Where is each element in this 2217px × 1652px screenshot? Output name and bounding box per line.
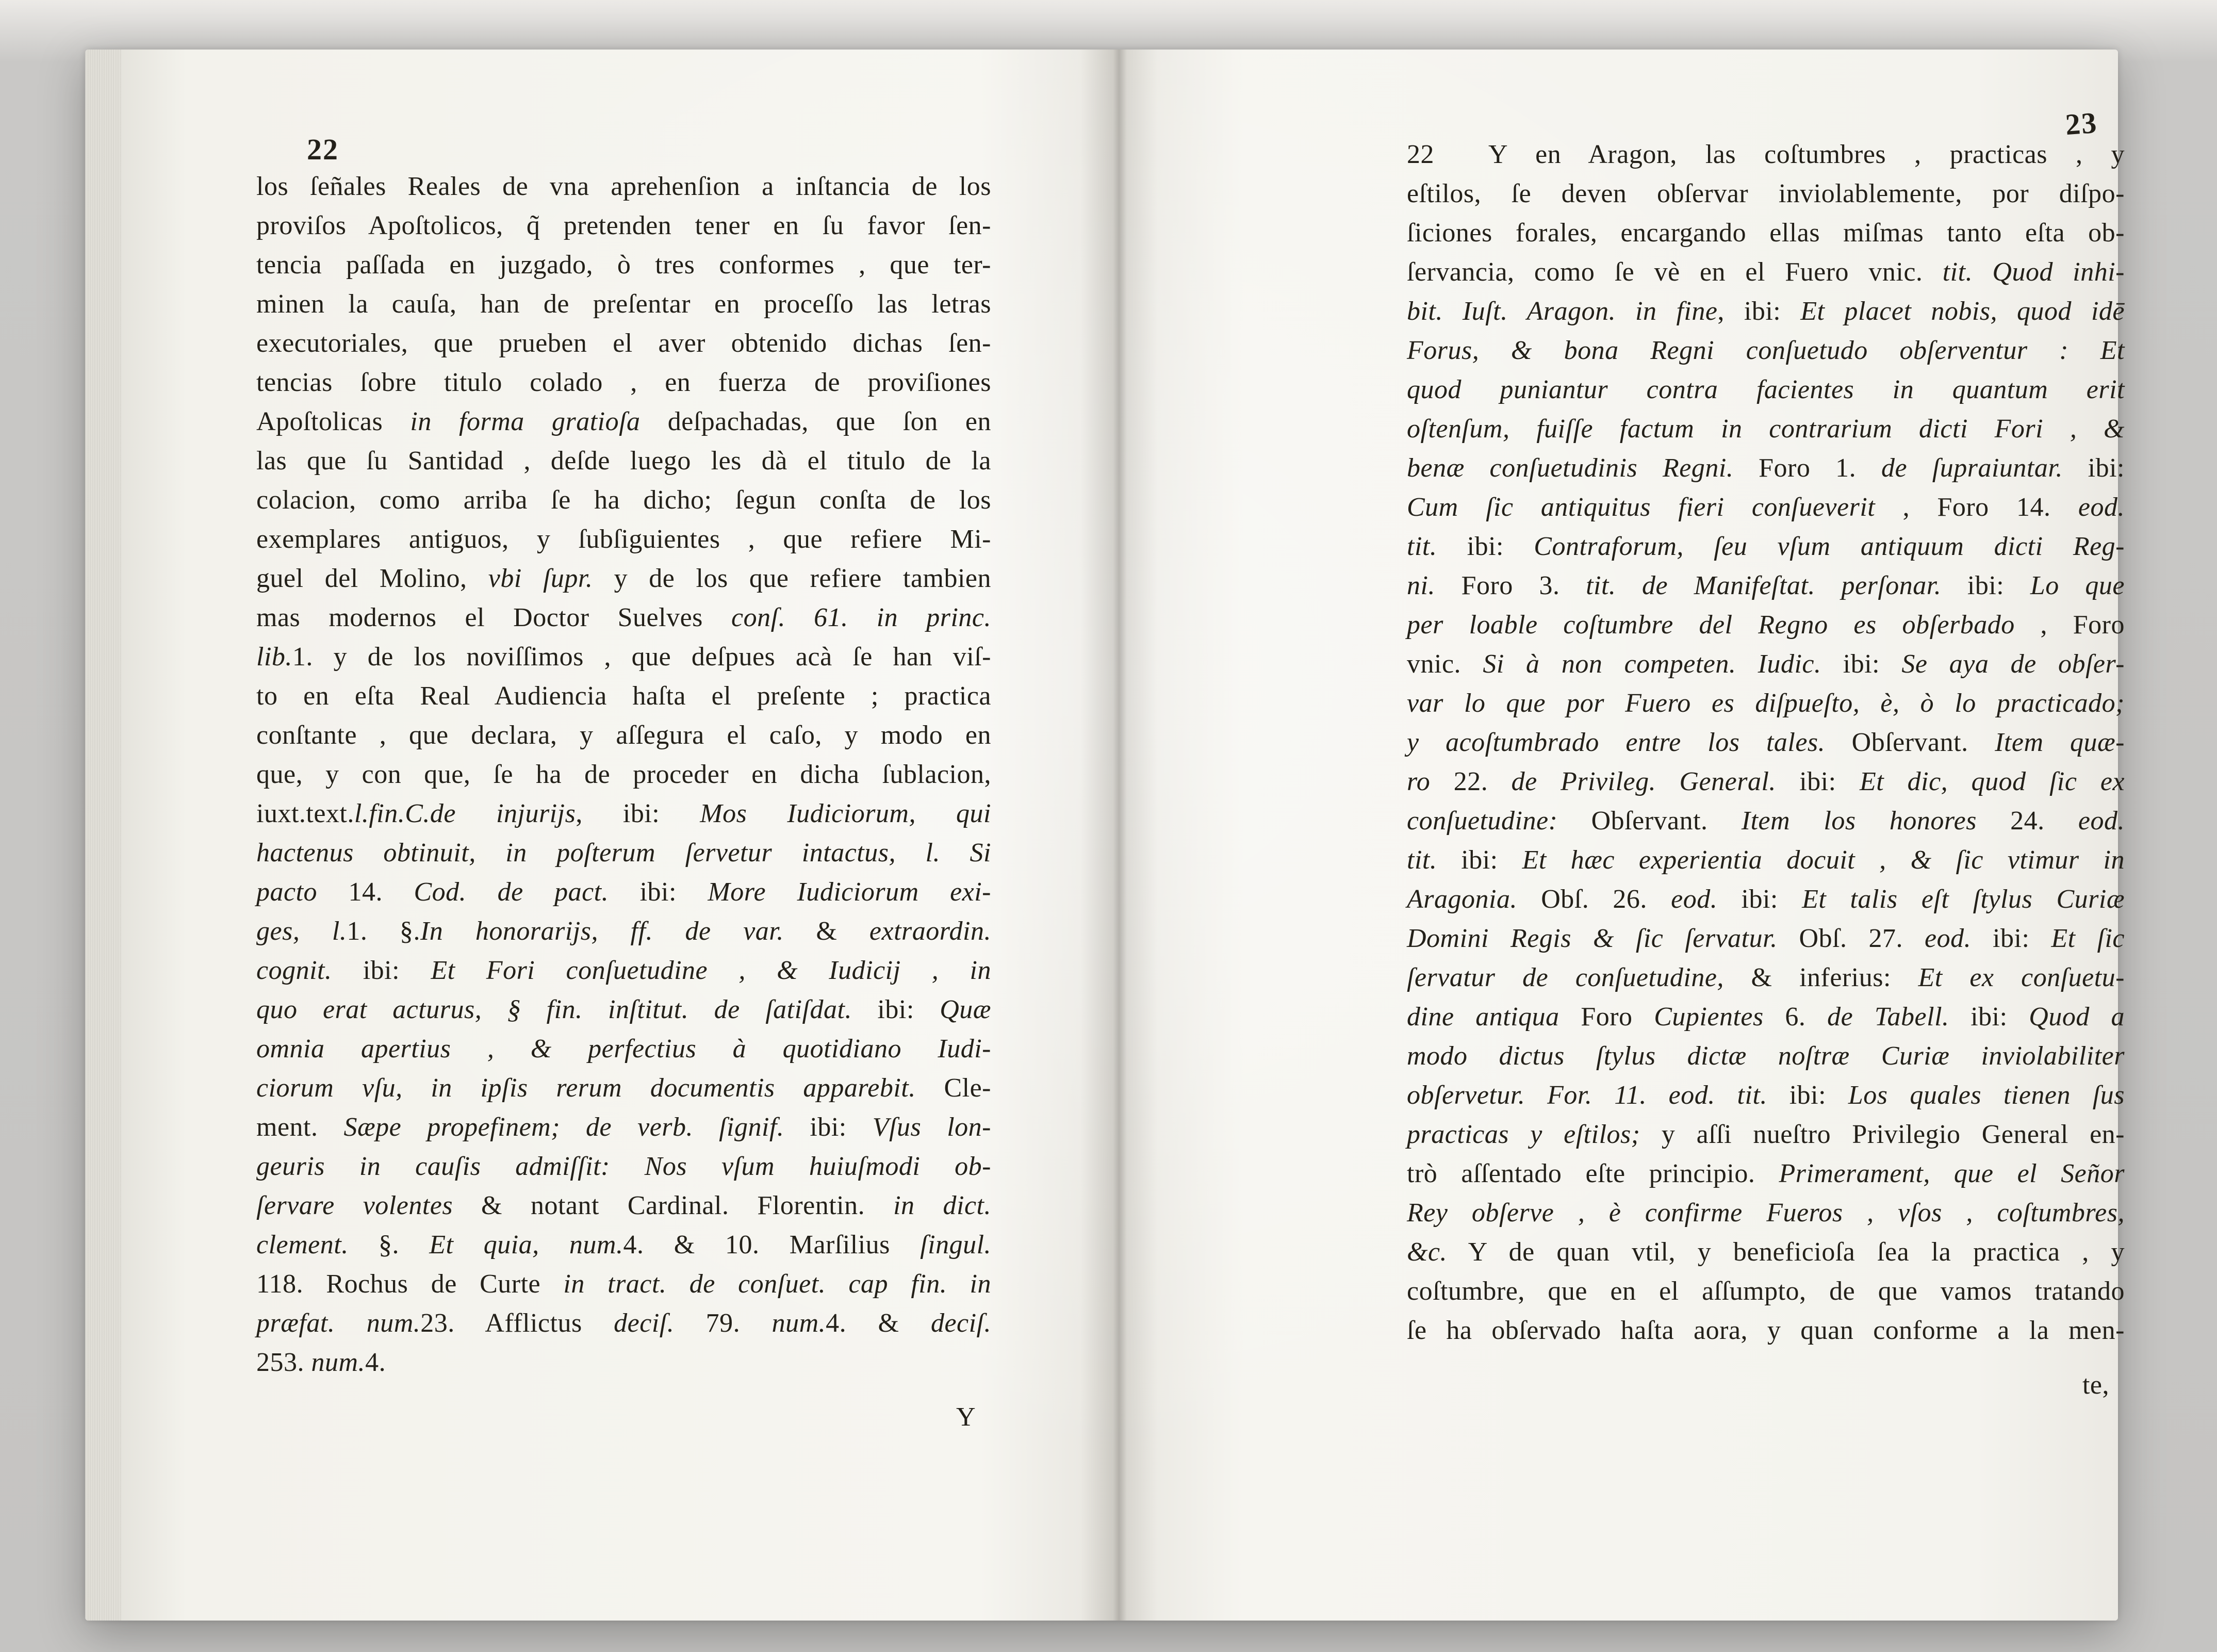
text-line: mas modernos el Doctor Suelves conſ. 61. in princ. [256, 603, 991, 632]
text-line: omnia apertius , & perfectius à quotidiano Iudi- [256, 1034, 991, 1064]
left-page-text [256, 167, 991, 1382]
text-line: exemplares antiguos, y ſubſiguientes , que refiere Mi- [256, 525, 991, 554]
text-line: ſervare volentes & notant Cardinal. Florentin. in dict. [256, 1191, 991, 1220]
left-catchword: Y [956, 1402, 976, 1432]
text-line: 22 Y en Aragon, las coſtumbres , practicas , y [1407, 140, 2125, 169]
text-line: ment. Sæpe propefinem; de verb. ſignif. ibi: Vſus lon- [256, 1113, 991, 1142]
text-line: conſuetudine: Obſervant. Item los honores 24. eod. [1407, 806, 2125, 836]
text-line: tit. ibi: Et hæc experientia docuit , & ſic vtimur in [1407, 845, 2125, 875]
text-line: geuris in cauſis admiſſit: Nos vſum huiuſmodi ob- [256, 1152, 991, 1181]
text-line: hactenus obtinuit, in poſterum ſervetur intactus, l. Si [256, 838, 991, 868]
book-spread [85, 50, 2125, 1621]
text-line: executoriales, que prueben el aver obtenido dichas ſen- [256, 329, 991, 358]
right-catchword: te, [2082, 1370, 2109, 1400]
text-line: Domini Regis & ſic ſervatur. Obſ. 27. eod. ibi: Et ſic [1407, 924, 2125, 953]
text-line: præfat. num.23. Afflictus deciſ. 79. num.4. & deciſ. [256, 1308, 991, 1338]
text-line: iuxt.text.l.fin.C.de injurijs, ibi: Mos Iudiciorum, qui [256, 799, 991, 828]
text-line: quo erat acturus, § fin. inſtitut. de ſatiſdat. ibi: Quæ [256, 995, 991, 1024]
text-line: vnic. Si à non competen. Iudic. ibi: Se aya de obſer- [1407, 649, 2125, 679]
text-line: tencias ſobre titulo colado , en fuerza de proviſiones [256, 368, 991, 397]
text-line: dine antiqua Foro Cupientes 6. de Tabell. ibi: Quod a [1407, 1002, 2125, 1032]
text-line: Forus, & bona Regni conſuetudo obſerventur : Et [1407, 336, 2125, 365]
text-line: las que ſu Santidad , deſde luego les dà el titulo de la [256, 446, 991, 476]
text-line: ges, l.1. §.In honorarijs, ff. de var. & extraordin. [256, 917, 992, 946]
text-line: benæ conſuetudinis Regni. Foro 1. de ſupraiuntar. ibi: [1407, 453, 2125, 483]
text-line: coſtumbre, que en el aſſumpto, de que vamos tratando [1407, 1277, 2125, 1306]
text-line: ſervatur de conſuetudine, & inferius: Et ex conſuetu- [1407, 963, 2125, 992]
text-line: cognit. ibi: Et Fori conſuetudine , & Iudicij , in [256, 956, 992, 985]
text-line: 253. num.4. [256, 1348, 386, 1377]
text-line: tencia paſſada en juzgado, ò tres conformes , que ter- [256, 250, 991, 280]
page-stack-edge [85, 50, 121, 1621]
text-line: y acoſtumbrado entre los tales. Obſervant. Item quæ- [1407, 728, 2125, 757]
text-line: per loable coſtumbre del Regno es obſerbado , Foro [1407, 610, 2125, 640]
right-page-text [1407, 135, 2125, 1350]
text-line: guel del Molino, vbi ſupr. y de los que refiere tambien [256, 564, 991, 593]
right-page-number: 23 [2064, 105, 2099, 142]
gutter-shadow [1080, 50, 1158, 1621]
text-line: ſervancia, como ſe vè en el Fuero vnic. tit. Quod inhi- [1407, 257, 2125, 287]
text-line: oſtenſum, fuiſſe factum in contrarium dicti Fori , & [1407, 414, 2125, 444]
text-line: lib.1. y de los noviſſimos , que deſpues acà ſe han viſ- [256, 642, 991, 672]
text-line: quod puniantur contra facientes in quantum erit [1407, 375, 2125, 404]
text-line: ro 22. de Privileg. General. ibi: Et dic, quod ſic ex [1407, 767, 2125, 796]
text-line: modo dictus ſtylus dictæ noſtræ Curiæ inviolabiliter [1407, 1041, 2125, 1071]
text-line: Cum ſic antiquitus fieri conſueverit , Foro 14. eod. [1407, 493, 2125, 522]
text-line: bit. Iuſt. Aragon. in fine, ibi: Et placet nobis, quod idē [1407, 297, 2125, 326]
text-line: colacion, como arriba ſe ha dicho; ſegun conſta de los [256, 485, 991, 515]
right-page [1158, 50, 2125, 1621]
text-line: minen la cauſa, han de preſentar en proceſſo las letras [256, 289, 991, 319]
text-line: to en eſta Real Audiencia haſta el preſente ; practica [256, 681, 991, 711]
text-line: conſtante , que declara, y aſſegura el caſo, y modo en [256, 721, 991, 750]
text-line: &c. Y de quan vtil, y beneficioſa ſea la practica , y [1407, 1237, 2125, 1267]
text-line: Apoſtolicas in forma gratioſa deſpachadas, que ſon en [256, 407, 991, 436]
text-line: proviſos Apoſtolicos, q̃ pretenden tener en ſu favor ſen- [256, 211, 991, 240]
text-line: Rey obſerve , è confirme Fueros , vſos , coſtumbres, [1407, 1198, 2125, 1228]
text-line: obſervetur. For. 11. eod. tit. ibi: Los quales tienen ſus [1407, 1081, 2125, 1110]
text-line: ſiciones forales, encargando ellas miſmas tanto eſta ob- [1407, 218, 2125, 248]
left-page [121, 50, 1080, 1621]
text-line: var lo que por Fuero es diſpueſto, è, ò lo practicado; [1407, 689, 2125, 718]
text-line: clement. §. Et quia, num.4. & 10. Marſilius ſingul. [256, 1230, 992, 1260]
text-line: practicas y eſtilos; y aſſi nueſtro Privilegio General en- [1407, 1120, 2125, 1149]
text-line: ſe ha obſervado haſta aora, y quan conforme a la men- [1407, 1316, 2125, 1345]
left-page-number: 22 [307, 133, 339, 166]
text-line: 118. Rochus de Curte in tract. de conſuet. cap fin. in [256, 1269, 991, 1299]
text-line: los ſeñales Reales de vna aprehenſion a inſtancia de los [256, 172, 991, 201]
text-line: Aragonia. Obſ. 26. eod. ibi: Et talis eſt ſtylus Curiæ [1407, 885, 2125, 914]
text-line: que, y con que, ſe ha de proceder en dicha ſublacion, [256, 760, 991, 789]
text-line: ni. Foro 3. tit. de Manifeſtat. perſonar. ibi: Lo que [1407, 571, 2125, 600]
text-line: ciorum vſu, in ipſis rerum documentis apparebit. Cle- [256, 1073, 992, 1103]
text-line: trò aſſentado eſte principio. Primerament, que el Señor [1407, 1159, 2125, 1188]
text-line: tit. ibi: Contraforum, ſeu vſum antiquum dicti Reg- [1407, 532, 2125, 561]
text-line: eſtilos, ſe deven obſervar inviolablemente, por diſpo- [1407, 179, 2125, 208]
text-line: pacto 14. Cod. de pact. ibi: More Iudiciorum exi- [256, 877, 991, 907]
